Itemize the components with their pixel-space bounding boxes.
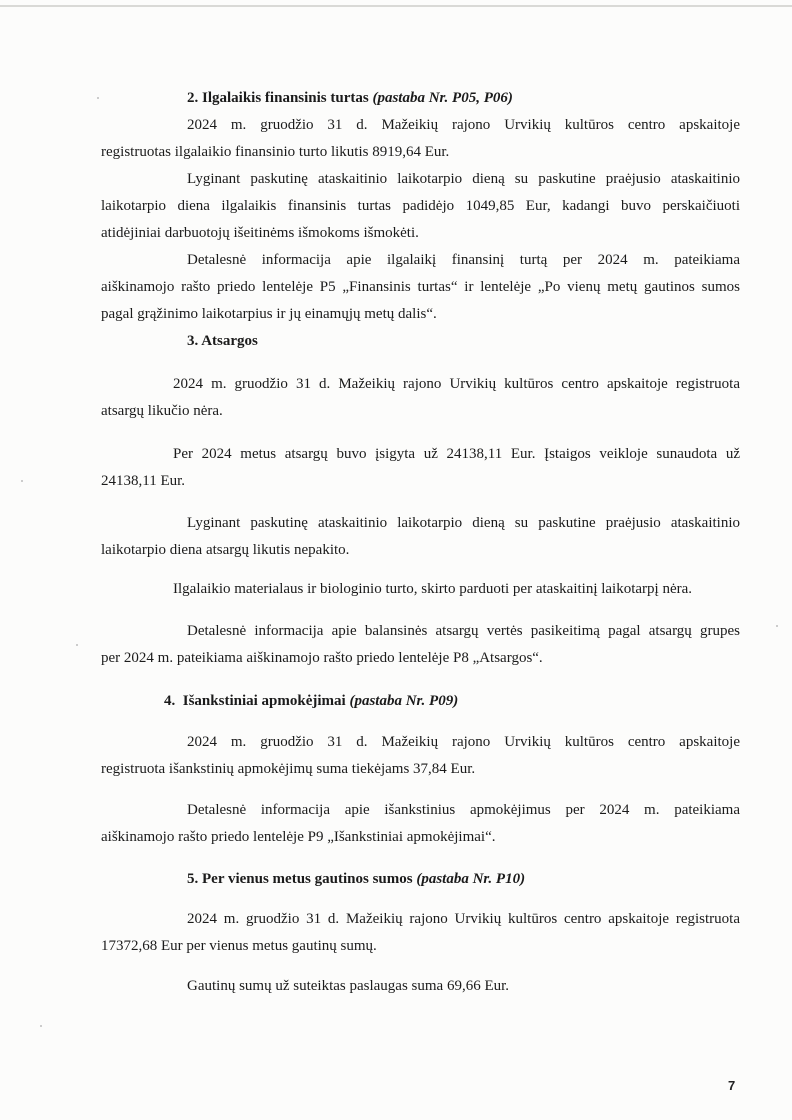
s3-p2-line1: Per 2024 metus atsargų buvo įsigyta už 24138,11 Eur. Įstaigos veikloje sunaudota už xyxy=(173,446,740,462)
s3-p4: Ilgalaikio materialaus ir biologinio turto, skirto parduoti per ataskaitinį laikotarpį nėra. xyxy=(173,581,693,597)
s5-p2: Gautinų sumų už suteiktas paslaugas suma 69,66 Eur. xyxy=(187,978,510,994)
s2-p1-line2: registruotas ilgalaikio finansinio turto likutis 8919,64 Eur. xyxy=(101,144,450,160)
scan-speck xyxy=(76,644,78,646)
s3-p2-line2: 24138,11 Eur. xyxy=(101,473,186,489)
s2-p2-line2: laikotarpio diena ilgalaikis finansinis turtas padidėjo 1049,85 Eur, kadangi buvo perskaičiuoti xyxy=(101,198,740,214)
s3-p5-line2: per 2024 m. pateikiama aiškinamojo rašto priedo lentelėje P8 „Atsargos“. xyxy=(101,650,543,666)
s5-p1-line1: 2024 m. gruodžio 31 d. Mažeikių rajono Urvikių kultūros centro apskaitoje registruota xyxy=(187,911,740,927)
s3-p3-line1: Lyginant paskutinę ataskaitinio laikotarpio dieną su paskutine praėjusio ataskaitinio xyxy=(187,515,740,531)
s2-p2-line1: Lyginant paskutinę ataskaitinio laikotarpio dieną su paskutine praėjusio ataskaitinio xyxy=(187,171,740,187)
scan-speck xyxy=(21,480,23,482)
s2-p3-line2: aiškinamojo rašto priedo lentelėje P5 „Finansinis turtas“ ir lentelėje „Po vienų metų gautinos sumos xyxy=(101,279,740,295)
s2-p1-line1: 2024 m. gruodžio 31 d. Mažeikių rajono Urvikių kultūros centro apskaitoje xyxy=(187,117,740,133)
s5-p1-line2: 17372,68 Eur per vienus metus gautinų sumų. xyxy=(101,938,377,954)
s2-p2-line3: atidėjiniai darbuotojų išeitinėms išmokoms išmokėti. xyxy=(101,225,419,241)
section-4-heading: 4. Išankstiniai apmokėjimai (pastaba Nr. P09) xyxy=(164,693,459,709)
s3-p1-line1: 2024 m. gruodžio 31 d. Mažeikių rajono Urvikių kultūros centro apskaitoje registruota xyxy=(173,376,740,392)
s3-p5-line1: Detalesnė informacija apie balansinės atsargų vertės pasikeitimą pagal atsargų grupes xyxy=(187,623,740,639)
s4-p2-line2: aiškinamojo rašto priedo lentelėje P9 „Išankstiniai apmokėjimai“. xyxy=(101,829,496,845)
scan-speck xyxy=(776,625,778,627)
scan-speck xyxy=(97,97,99,99)
s4-p1-line2: registruota išankstinių apmokėjimų suma tiekėjams 37,84 Eur. xyxy=(101,761,476,777)
page-number: 7 xyxy=(728,1078,736,1093)
s3-p1-line2: atsargų likučio nėra. xyxy=(101,403,223,419)
section-3-heading: 3. Atsargos xyxy=(187,333,258,349)
s4-p2-line1: Detalesnė informacija apie išankstinius apmokėjimus per 2024 m. pateikiama xyxy=(187,802,740,818)
s2-p3-line3: pagal grąžinimo laikotarpius ir jų einamųjų metų dalis“. xyxy=(101,306,437,322)
s2-p3-line1: Detalesnė informacija apie ilgalaikį finansinį turtą per 2024 m. pateikiama xyxy=(187,252,740,268)
s4-p1-line1: 2024 m. gruodžio 31 d. Mažeikių rajono Urvikių kultūros centro apskaitoje xyxy=(187,734,740,750)
scan-top-edge xyxy=(0,5,792,7)
s3-p3-line2: laikotarpio diena atsargų likutis nepakito. xyxy=(101,542,350,558)
section-2-heading: 2. Ilgalaikis finansinis turtas (pastaba Nr. P05, P06) xyxy=(187,90,513,106)
section-5-heading: 5. Per vienus metus gautinos sumos (pastaba Nr. P10) xyxy=(187,871,526,887)
scan-speck xyxy=(40,1025,42,1027)
